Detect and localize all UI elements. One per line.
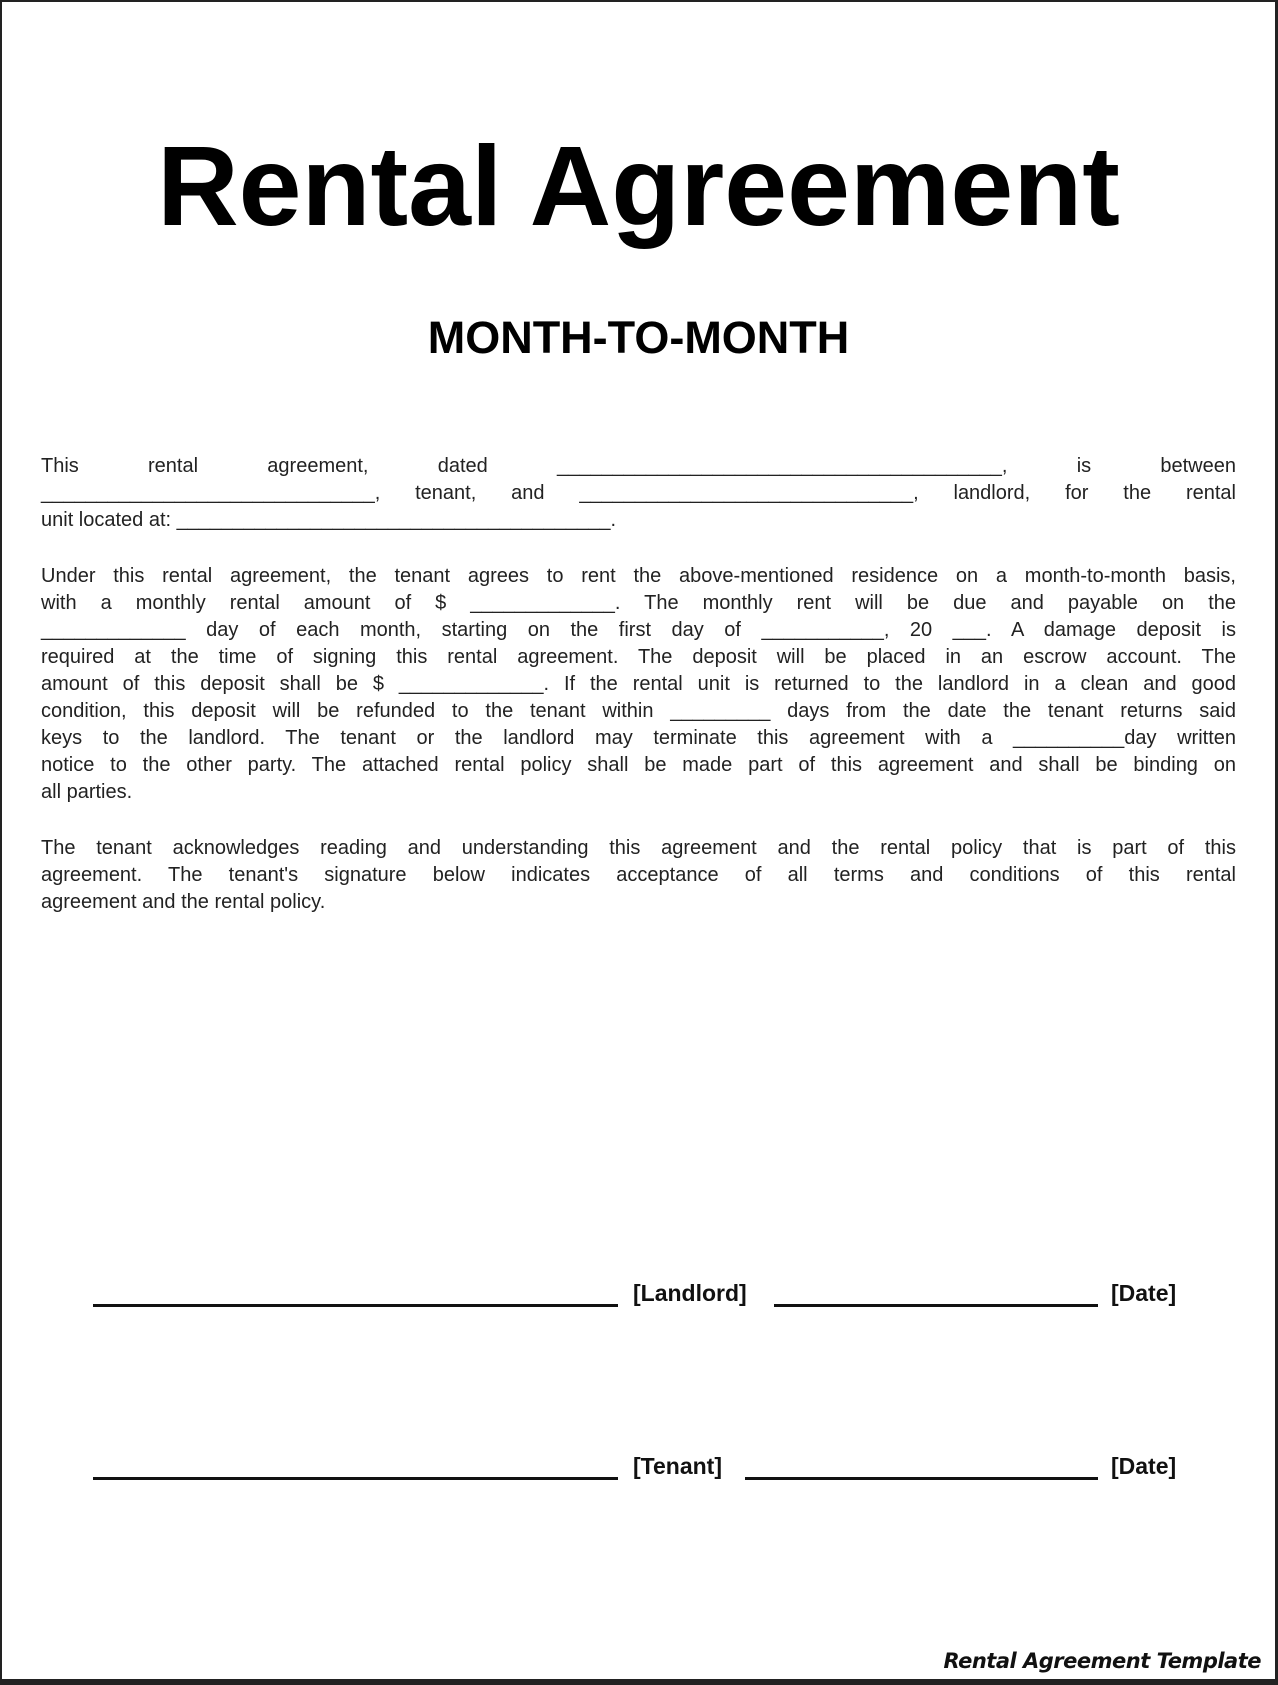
text-line: required at the time of signing this rental agreement. The deposit will be placed in an escrow account. The: [41, 646, 1236, 668]
landlord-signature-line[interactable]: [93, 1304, 618, 1307]
text-line: with a monthly rental amount of $ _____________. The monthly rent will be due and payable on the: [41, 592, 1236, 614]
paragraph-parties: [41, 453, 1236, 534]
tenant-label: [Tenant]: [633, 1453, 723, 1479]
landlord-date-label: [Date]: [1111, 1280, 1177, 1306]
footer-caption: Rental Agreement Template: [943, 1649, 1261, 1673]
text-line: notice to the other party. The attached rental policy shall be made part of this agreement and shall be binding on: [41, 754, 1236, 776]
text-line: _____________ day of each month, starting on the first day of ___________, 20 ___. A damage deposit is: [41, 619, 1236, 641]
tenant-date-line[interactable]: [745, 1477, 1098, 1480]
text-line: Under this rental agreement, the tenant agrees to rent the above-mentioned residence on a month-to-month basis,: [41, 565, 1236, 587]
text-line: agreement and the rental policy.: [41, 891, 326, 913]
text-line: ______________________________, tenant, and ______________________________, landlord, for the rental: [41, 482, 1236, 504]
text-line: unit located at: _______________________________________.: [41, 509, 616, 531]
document-title: Rental Agreement: [157, 123, 1120, 249]
text-line: keys to the landlord. The tenant or the landlord may terminate this agreement with a __________day written: [41, 727, 1236, 749]
tenant-date-label: [Date]: [1111, 1453, 1177, 1479]
text-line: agreement. The tenant's signature below indicates acceptance of all terms and conditions of this rental: [41, 864, 1236, 886]
text-line: amount of this deposit shall be $ _____________. If the rental unit is returned to the landlord in a clean and good: [41, 673, 1236, 695]
landlord-date-line[interactable]: [774, 1304, 1098, 1307]
text-line: all parties.: [41, 781, 133, 803]
text-line: This rental agreement, dated ________________________________________, is between: [41, 455, 1236, 477]
tenant-signature-line[interactable]: [93, 1477, 618, 1480]
text-line: condition, this deposit will be refunded to the tenant within _________ days from the date the tenant returns said: [41, 700, 1236, 722]
paragraph-terms: [41, 563, 1236, 806]
text-line: The tenant acknowledges reading and understanding this agreement and the rental policy that is part of this: [41, 837, 1236, 859]
paragraph-acknowledgement: [41, 835, 1236, 916]
landlord-label: [Landlord]: [633, 1280, 747, 1306]
document-subtitle: MONTH-TO-MONTH: [427, 312, 850, 363]
